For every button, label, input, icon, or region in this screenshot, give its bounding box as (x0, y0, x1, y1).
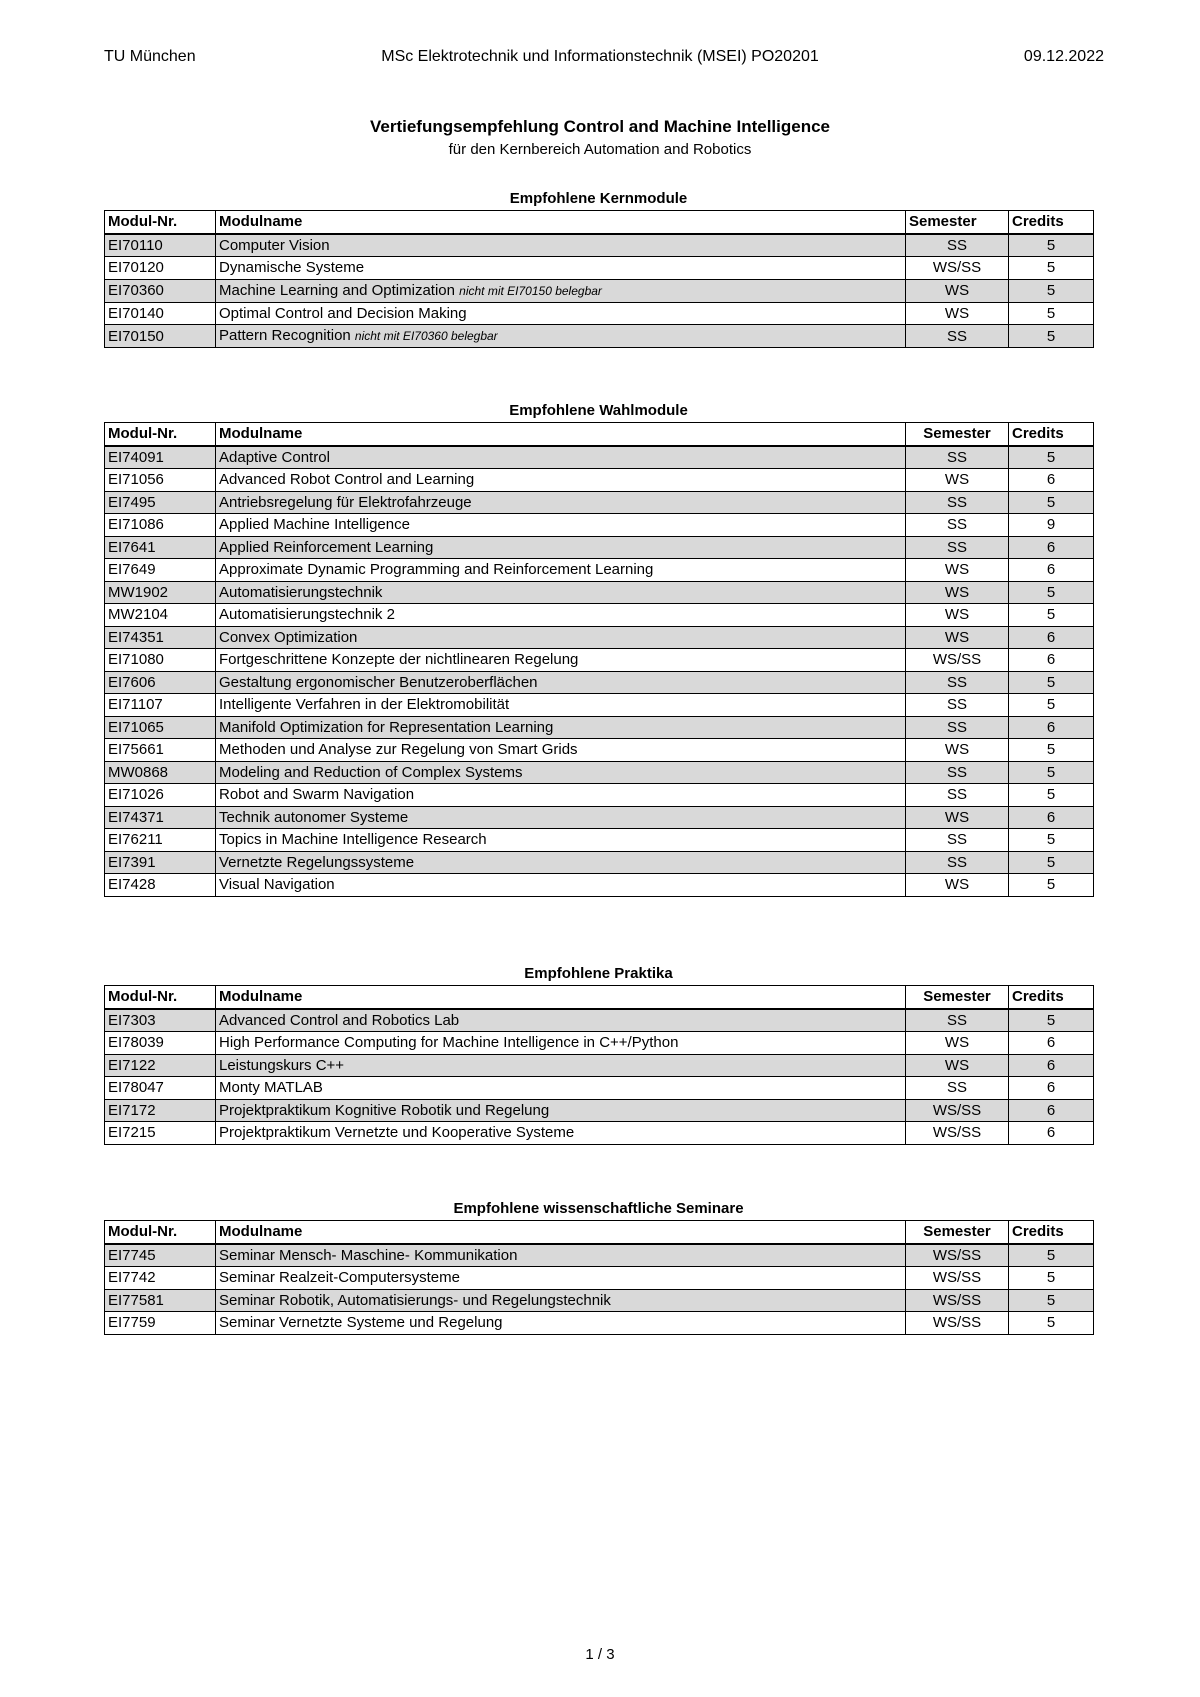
module-number: EI76211 (105, 829, 216, 852)
section-title: Empfohlene wissenschaftliche Seminare (453, 1200, 744, 1217)
module-name-cell (216, 694, 906, 717)
table-row (105, 874, 1094, 897)
column-header-semester: Semester (906, 423, 1009, 446)
module-name-cell (216, 279, 906, 302)
module-credits: 5 (1009, 671, 1094, 694)
table-row (105, 604, 1094, 627)
column-header-modul-nr: Modul-Nr. (105, 211, 216, 234)
module-name-cell (216, 581, 906, 604)
module-semester: WS (906, 739, 1009, 762)
module-semester: WS (906, 806, 1009, 829)
module-semester: SS (906, 325, 1009, 348)
column-header-modulname: Modulname (216, 1221, 906, 1244)
column-header-modul-nr: Modul-Nr. (105, 423, 216, 446)
module-name: Optimal Control and Decision Making (219, 304, 467, 322)
table-row (105, 469, 1094, 492)
column-header-semester: Semester (906, 986, 1009, 1009)
module-semester: WS (906, 1032, 1009, 1055)
section-kernmodule (104, 188, 1093, 348)
module-semester: SS (906, 514, 1009, 537)
table-row (105, 257, 1094, 280)
module-number: EI78047 (105, 1077, 216, 1100)
module-semester: SS (906, 1009, 1009, 1032)
module-name-cell (216, 761, 906, 784)
column-header-credits: Credits (1009, 211, 1094, 234)
section-seminare (104, 1198, 1093, 1335)
module-name: Technik autonomer Systeme (219, 808, 409, 826)
module-name: Seminar Robotik, Automatisierungs- und Regelungstechnik (219, 1291, 611, 1309)
table-row (105, 1289, 1094, 1312)
table-row (105, 1267, 1094, 1290)
module-name: Convex Optimization (219, 628, 358, 646)
module-number: EI7172 (105, 1099, 216, 1122)
module-number: EI70360 (105, 279, 216, 302)
module-name: Methoden und Analyse zur Regelung von Smart Grids (219, 741, 578, 759)
table-row (105, 491, 1094, 514)
module-name-cell (216, 257, 906, 280)
table-row (105, 829, 1094, 852)
module-credits: 6 (1009, 716, 1094, 739)
module-name: Advanced Control and Robotics Lab (219, 1011, 460, 1029)
module-name: Applied Reinforcement Learning (219, 538, 434, 556)
module-name: Monty MATLAB (219, 1079, 323, 1097)
module-number: EI7649 (105, 559, 216, 582)
header-university: TU München (104, 48, 196, 65)
module-name: Computer Vision (219, 236, 330, 254)
module-name-cell (216, 446, 906, 469)
module-semester: WS/SS (906, 1267, 1009, 1290)
module-name-cell (216, 1289, 906, 1312)
module-semester: SS (906, 761, 1009, 784)
table-row (105, 514, 1094, 537)
module-credits: 5 (1009, 784, 1094, 807)
module-name: Projektpraktikum Kognitive Robotik und Regelung (219, 1101, 550, 1119)
module-number: EI7391 (105, 851, 216, 874)
module-credits: 6 (1009, 469, 1094, 492)
table-row (105, 1077, 1094, 1100)
table-header-row (105, 1221, 1094, 1244)
module-credits: 5 (1009, 279, 1094, 302)
table-row (105, 626, 1094, 649)
table-row (105, 302, 1094, 325)
table-row (105, 851, 1094, 874)
module-semester: SS (906, 694, 1009, 717)
table-row (105, 234, 1094, 257)
module-semester: WS/SS (906, 257, 1009, 280)
module-name-cell (216, 806, 906, 829)
module-name: Projektpraktikum Vernetzte und Kooperative Systeme (219, 1124, 575, 1142)
module-name-cell (216, 325, 906, 348)
table-row (105, 806, 1094, 829)
column-header-credits: Credits (1009, 423, 1094, 446)
module-semester: SS (906, 671, 1009, 694)
module-credits: 5 (1009, 739, 1094, 762)
column-header-modul-nr: Modul-Nr. (105, 1221, 216, 1244)
module-name-cell (216, 491, 906, 514)
module-number: EI75661 (105, 739, 216, 762)
module-semester: WS (906, 469, 1009, 492)
module-name: Advanced Robot Control and Learning (219, 471, 475, 489)
module-name-cell (216, 1032, 906, 1055)
document-title: Vertiefungsempfehlung Control and Machine Intelligence (370, 117, 830, 136)
module-table (104, 985, 1094, 1145)
module-number: MW0868 (105, 761, 216, 784)
module-name-cell (216, 829, 906, 852)
module-number: EI71056 (105, 469, 216, 492)
table-row (105, 716, 1094, 739)
module-number: EI7215 (105, 1122, 216, 1145)
module-name: Visual Navigation (219, 876, 335, 894)
module-name-cell (216, 1122, 906, 1145)
module-credits: 6 (1009, 1099, 1094, 1122)
module-semester: SS (906, 446, 1009, 469)
module-name: High Performance Computing for Machine Intelligence in C++/Python (219, 1034, 679, 1052)
module-number: EI71086 (105, 514, 216, 537)
module-name-cell (216, 626, 906, 649)
table-row (105, 1122, 1094, 1145)
table-row (105, 559, 1094, 582)
module-name: Fortgeschrittene Konzepte der nichtlinearen Regelung (219, 651, 579, 669)
header-program: MSc Elektrotechnik und Informationstechnik (MSEI) PO20201 (381, 48, 819, 65)
module-name: Leistungskurs C++ (219, 1056, 345, 1074)
module-number: EI71065 (105, 716, 216, 739)
module-name-cell (216, 559, 906, 582)
table-row (105, 1244, 1094, 1267)
module-name: Vernetzte Regelungssysteme (219, 853, 415, 871)
module-credits: 5 (1009, 491, 1094, 514)
module-name-cell (216, 234, 906, 257)
table-row (105, 279, 1094, 302)
table-row (105, 1054, 1094, 1077)
module-number: EI70150 (105, 325, 216, 348)
module-name-cell (216, 649, 906, 672)
module-table (104, 1220, 1094, 1335)
module-name-cell (216, 604, 906, 627)
module-number: EI70120 (105, 257, 216, 280)
module-number: EI7606 (105, 671, 216, 694)
column-header-modulname: Modulname (216, 986, 906, 1009)
module-table (104, 210, 1094, 348)
module-credits: 6 (1009, 626, 1094, 649)
module-credits: 5 (1009, 604, 1094, 627)
module-credits: 5 (1009, 302, 1094, 325)
table-row (105, 784, 1094, 807)
module-semester: SS (906, 491, 1009, 514)
module-name-cell (216, 469, 906, 492)
table-row (105, 1312, 1094, 1335)
table-row (105, 671, 1094, 694)
document-subtitle: für den Kernbereich Automation and Robotics (448, 141, 752, 158)
table-header-row (105, 986, 1094, 1009)
module-number: EI7495 (105, 491, 216, 514)
module-credits: 6 (1009, 649, 1094, 672)
module-name-cell (216, 1312, 906, 1335)
module-number: EI7122 (105, 1054, 216, 1077)
module-number: EI70140 (105, 302, 216, 325)
header-date: 09.12.2022 (1023, 48, 1104, 65)
module-number: EI7303 (105, 1009, 216, 1032)
module-number: MW1902 (105, 581, 216, 604)
module-credits: 6 (1009, 1054, 1094, 1077)
module-name: Modeling and Reduction of Complex Systems (219, 763, 523, 781)
column-header-credits: Credits (1009, 986, 1094, 1009)
module-semester: SS (906, 1077, 1009, 1100)
module-name: Seminar Realzeit-Computersysteme (219, 1269, 460, 1287)
module-semester: WS/SS (906, 1289, 1009, 1312)
module-number: EI74371 (105, 806, 216, 829)
module-credits: 6 (1009, 536, 1094, 559)
module-name: Intelligente Verfahren in der Elektromobilität (219, 696, 510, 714)
column-header-semester: Semester (906, 1221, 1009, 1244)
module-name-cell (216, 671, 906, 694)
module-name: Applied Machine Intelligence (219, 516, 410, 534)
module-name: Pattern Recognition (219, 327, 351, 344)
module-credits: 5 (1009, 851, 1094, 874)
module-name-cell (216, 1244, 906, 1267)
column-header-semester: Semester (906, 211, 1009, 234)
module-name: Robot and Swarm Navigation (219, 786, 415, 804)
module-number: EI7745 (105, 1244, 216, 1267)
table-row (105, 761, 1094, 784)
module-semester: WS (906, 302, 1009, 325)
module-name-cell (216, 739, 906, 762)
section-title: Empfohlene Wahlmodule (509, 402, 688, 419)
module-credits: 5 (1009, 874, 1094, 897)
module-semester: SS (906, 234, 1009, 257)
module-credits: 6 (1009, 559, 1094, 582)
module-semester: SS (906, 716, 1009, 739)
module-credits: 5 (1009, 1312, 1094, 1335)
module-semester: WS (906, 874, 1009, 897)
module-number: EI71080 (105, 649, 216, 672)
module-credits: 5 (1009, 257, 1094, 280)
module-credits: 6 (1009, 1077, 1094, 1100)
module-credits: 5 (1009, 761, 1094, 784)
module-name-cell (216, 1267, 906, 1290)
table-row (105, 536, 1094, 559)
module-credits: 6 (1009, 806, 1094, 829)
section-title: Empfohlene Praktika (524, 965, 673, 982)
module-semester: WS (906, 559, 1009, 582)
module-name-cell (216, 1077, 906, 1100)
table-row (105, 1032, 1094, 1055)
module-credits: 5 (1009, 1244, 1094, 1267)
module-credits: 6 (1009, 1032, 1094, 1055)
table-row (105, 649, 1094, 672)
module-name: Antriebsregelung für Elektrofahrzeuge (219, 493, 472, 511)
module-semester: SS (906, 784, 1009, 807)
module-name: Machine Learning and Optimization (219, 281, 455, 299)
column-header-modulname: Modulname (216, 211, 906, 234)
module-name: Topics in Machine Intelligence Research (219, 831, 487, 849)
table-row (105, 1009, 1094, 1032)
column-header-modulname: Modulname (216, 423, 906, 446)
table-row (105, 446, 1094, 469)
module-semester: WS (906, 581, 1009, 604)
module-number: MW2104 (105, 604, 216, 627)
section-wahlmodule (104, 400, 1093, 897)
module-name-cell (216, 1009, 906, 1032)
table-row (105, 1099, 1094, 1122)
module-number: EI7742 (105, 1267, 216, 1290)
module-name: Automatisierungstechnik 2 (219, 606, 395, 624)
module-semester: SS (906, 536, 1009, 559)
module-name: Adaptive Control (219, 448, 330, 466)
module-credits: 5 (1009, 694, 1094, 717)
module-name-cell (216, 1054, 906, 1077)
module-name: Gestaltung ergonomischer Benutzeroberflächen (219, 673, 538, 691)
module-semester: WS/SS (906, 649, 1009, 672)
module-semester: WS/SS (906, 1312, 1009, 1335)
module-credits: 5 (1009, 1009, 1094, 1032)
column-header-credits: Credits (1009, 1221, 1094, 1244)
table-header-row (105, 211, 1094, 234)
module-credits: 5 (1009, 325, 1094, 348)
module-table (104, 422, 1094, 897)
table-header-row (105, 423, 1094, 446)
module-semester: WS (906, 626, 1009, 649)
table-row (105, 581, 1094, 604)
module-credits: 5 (1009, 234, 1094, 257)
module-name: Seminar Vernetzte Systeme und Regelung (219, 1314, 503, 1332)
module-name-cell (216, 874, 906, 897)
module-semester: WS (906, 604, 1009, 627)
module-name: Seminar Mensch- Maschine- Kommunikation (219, 1246, 518, 1264)
module-number: EI74351 (105, 626, 216, 649)
module-number: EI71026 (105, 784, 216, 807)
module-name-cell (216, 716, 906, 739)
module-semester: SS (906, 829, 1009, 852)
module-name: Dynamische Systeme (219, 259, 365, 277)
module-number: EI71107 (105, 694, 216, 717)
module-credits: 5 (1009, 446, 1094, 469)
module-name: Automatisierungstechnik (219, 583, 383, 601)
module-name-cell (216, 1099, 906, 1122)
module-number: EI70110 (105, 234, 216, 257)
module-name: Manifold Optimization for Representation Learning (219, 718, 554, 736)
module-name-cell (216, 784, 906, 807)
module-number: EI74091 (105, 446, 216, 469)
module-semester: WS/SS (906, 1244, 1009, 1267)
page-number: 1 / 3 (585, 1646, 615, 1663)
module-credits: 6 (1009, 1122, 1094, 1145)
module-semester: WS/SS (906, 1122, 1009, 1145)
table-row (105, 739, 1094, 762)
module-number: EI7641 (105, 536, 216, 559)
module-name: Approximate Dynamic Programming and Reinforcement Learning (219, 561, 654, 579)
module-name-cell (216, 851, 906, 874)
module-credits: 5 (1009, 581, 1094, 604)
module-credits: 9 (1009, 514, 1094, 537)
module-note: nicht mit EI70150 belegbar (459, 283, 602, 298)
module-semester: WS (906, 1054, 1009, 1077)
module-semester: WS/SS (906, 1099, 1009, 1122)
module-number: EI7759 (105, 1312, 216, 1335)
module-note: nicht mit EI70360 belegbar (354, 329, 498, 343)
section-title: Empfohlene Kernmodule (509, 190, 688, 207)
module-credits: 5 (1009, 1267, 1094, 1290)
column-header-modul-nr: Modul-Nr. (105, 986, 216, 1009)
module-credits: 5 (1009, 1289, 1094, 1312)
table-row (105, 325, 1094, 348)
section-praktika (104, 963, 1093, 1145)
module-name-cell (216, 302, 906, 325)
module-number: EI7428 (105, 874, 216, 897)
module-semester: SS (906, 851, 1009, 874)
table-row (105, 694, 1094, 717)
module-name-cell (216, 514, 906, 537)
module-semester: WS (906, 279, 1009, 302)
module-credits: 5 (1009, 829, 1094, 852)
module-number: EI77581 (105, 1289, 216, 1312)
module-name-cell (216, 536, 906, 559)
module-number: EI78039 (105, 1032, 216, 1055)
